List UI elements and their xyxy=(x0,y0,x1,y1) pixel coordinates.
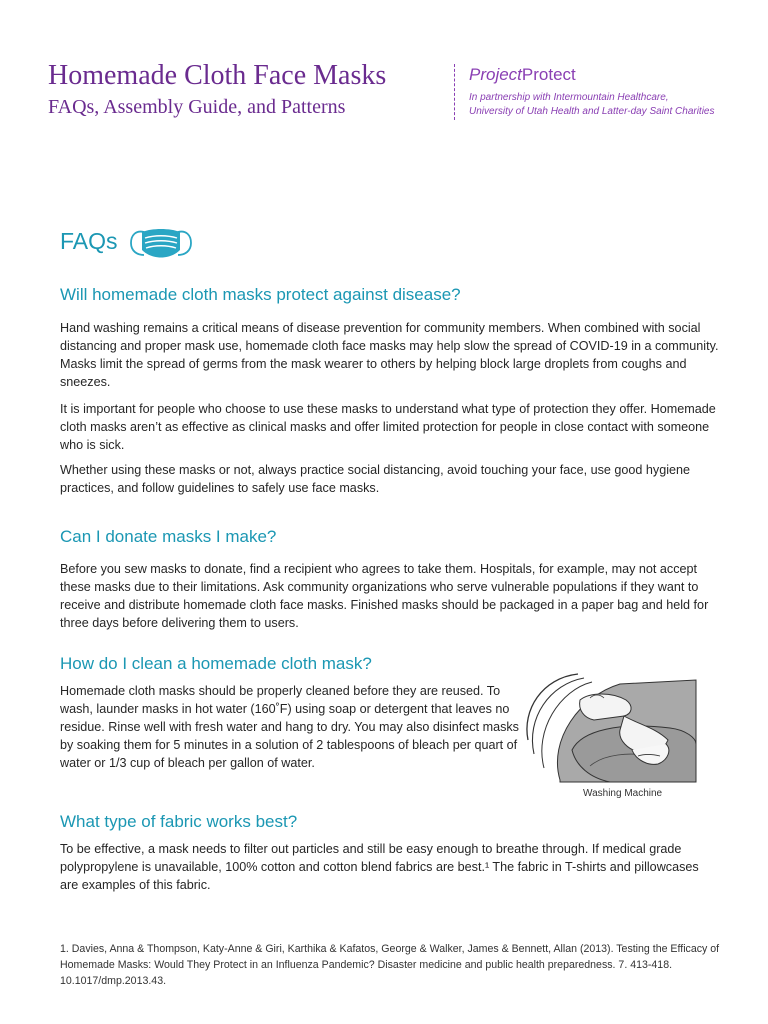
protect-paragraph-1: Hand washing remains a critical means of disease prevention for community members. When combined with social distancing and proper mask use, homemade cloth face masks may help slow the spread of COVID-19 in a community. Masks limit the spread of germs from the mask wearer to others by helping block large droplets from coughs and sneezes. xyxy=(60,321,719,389)
footnote-citation: 1. Davies, Anna & Thompson, Katy-Anne & Giri, Karthika & Kafatos, George & Walker, James & Bennett, Allan (2013). Testing the Efficacy of Homemade Masks: Would They Protect in an Influenza Pandemic? Disaster medicine and public health preparedness. 7. 413-418. 10.1017/dmp.2013.43. xyxy=(60,943,720,987)
washing-machine-caption: Washing Machine xyxy=(583,788,663,799)
protect-paragraph-3: Whether using these masks or not, always practice social distancing, avoid touching your face, use good hygiene practices, and follow guidelines to safely use face masks. xyxy=(60,463,691,495)
clean-paragraph-1: Homemade cloth masks should be properly cleaned before they are reused. To wash, launder masks in hot water (160˚F) using soap or detergent that leaves no residue. Rinse well with fresh water and hang to dry. You may also disinfect masks by soaking them for 5 minutes in a solution of 2 tablespoons of bleach per quart of water or 1/3 cup of bleach per gallon of water. xyxy=(60,684,519,770)
partnership-line-1: In partnership with Intermountain Healthcare, xyxy=(469,92,669,103)
protect-paragraph-2: It is important for people who choose to use these masks to understand what type of protection they offer. Homemade cloth masks aren’t as effective as clinical masks and offer limited protection for people in close contact with someone who is sick. xyxy=(60,402,716,452)
washing-machine-illustration xyxy=(520,670,700,786)
question-fabric: What type of fabric works best? xyxy=(60,812,298,831)
question-protect: Will homemade cloth masks protect against disease? xyxy=(60,285,461,304)
donate-paragraph-1: Before you sew masks to donate, find a recipient who agrees to take them. Hospitals, for example, may not accept these masks due to their limitations. Ask community organizations who serve vulnerable populations if they want to receive and distribute homemade cloth face masks. Finished masks should be packaged in a paper bag and held for three days before delivering them to users. xyxy=(60,562,709,630)
face-mask-icon xyxy=(128,226,194,262)
document-subtitle: FAQs, Assembly Guide, and Patterns xyxy=(48,96,346,118)
partnership-line-2: University of Utah Health and Latter-day Saint Charities xyxy=(469,106,715,117)
brand-part-project: Project xyxy=(469,65,522,84)
fabric-paragraph-1: To be effective, a mask needs to filter out particles and still be easy enough to breathe through. If medical grade polypropylene is unavailable, 100% cotton and cotton blend fabrics are best.¹ The fabric in T-shirts and pillowcases are examples of this fabric. xyxy=(60,842,699,892)
brand-logo-text xyxy=(469,65,576,85)
faqs-heading: FAQs xyxy=(60,228,118,254)
document-title: Homemade Cloth Face Masks xyxy=(48,60,387,91)
brand-divider xyxy=(454,64,455,120)
question-clean: How do I clean a homemade cloth mask? xyxy=(60,654,372,673)
question-donate: Can I donate masks I make? xyxy=(60,527,277,546)
brand-part-protect: Protect xyxy=(521,65,576,84)
